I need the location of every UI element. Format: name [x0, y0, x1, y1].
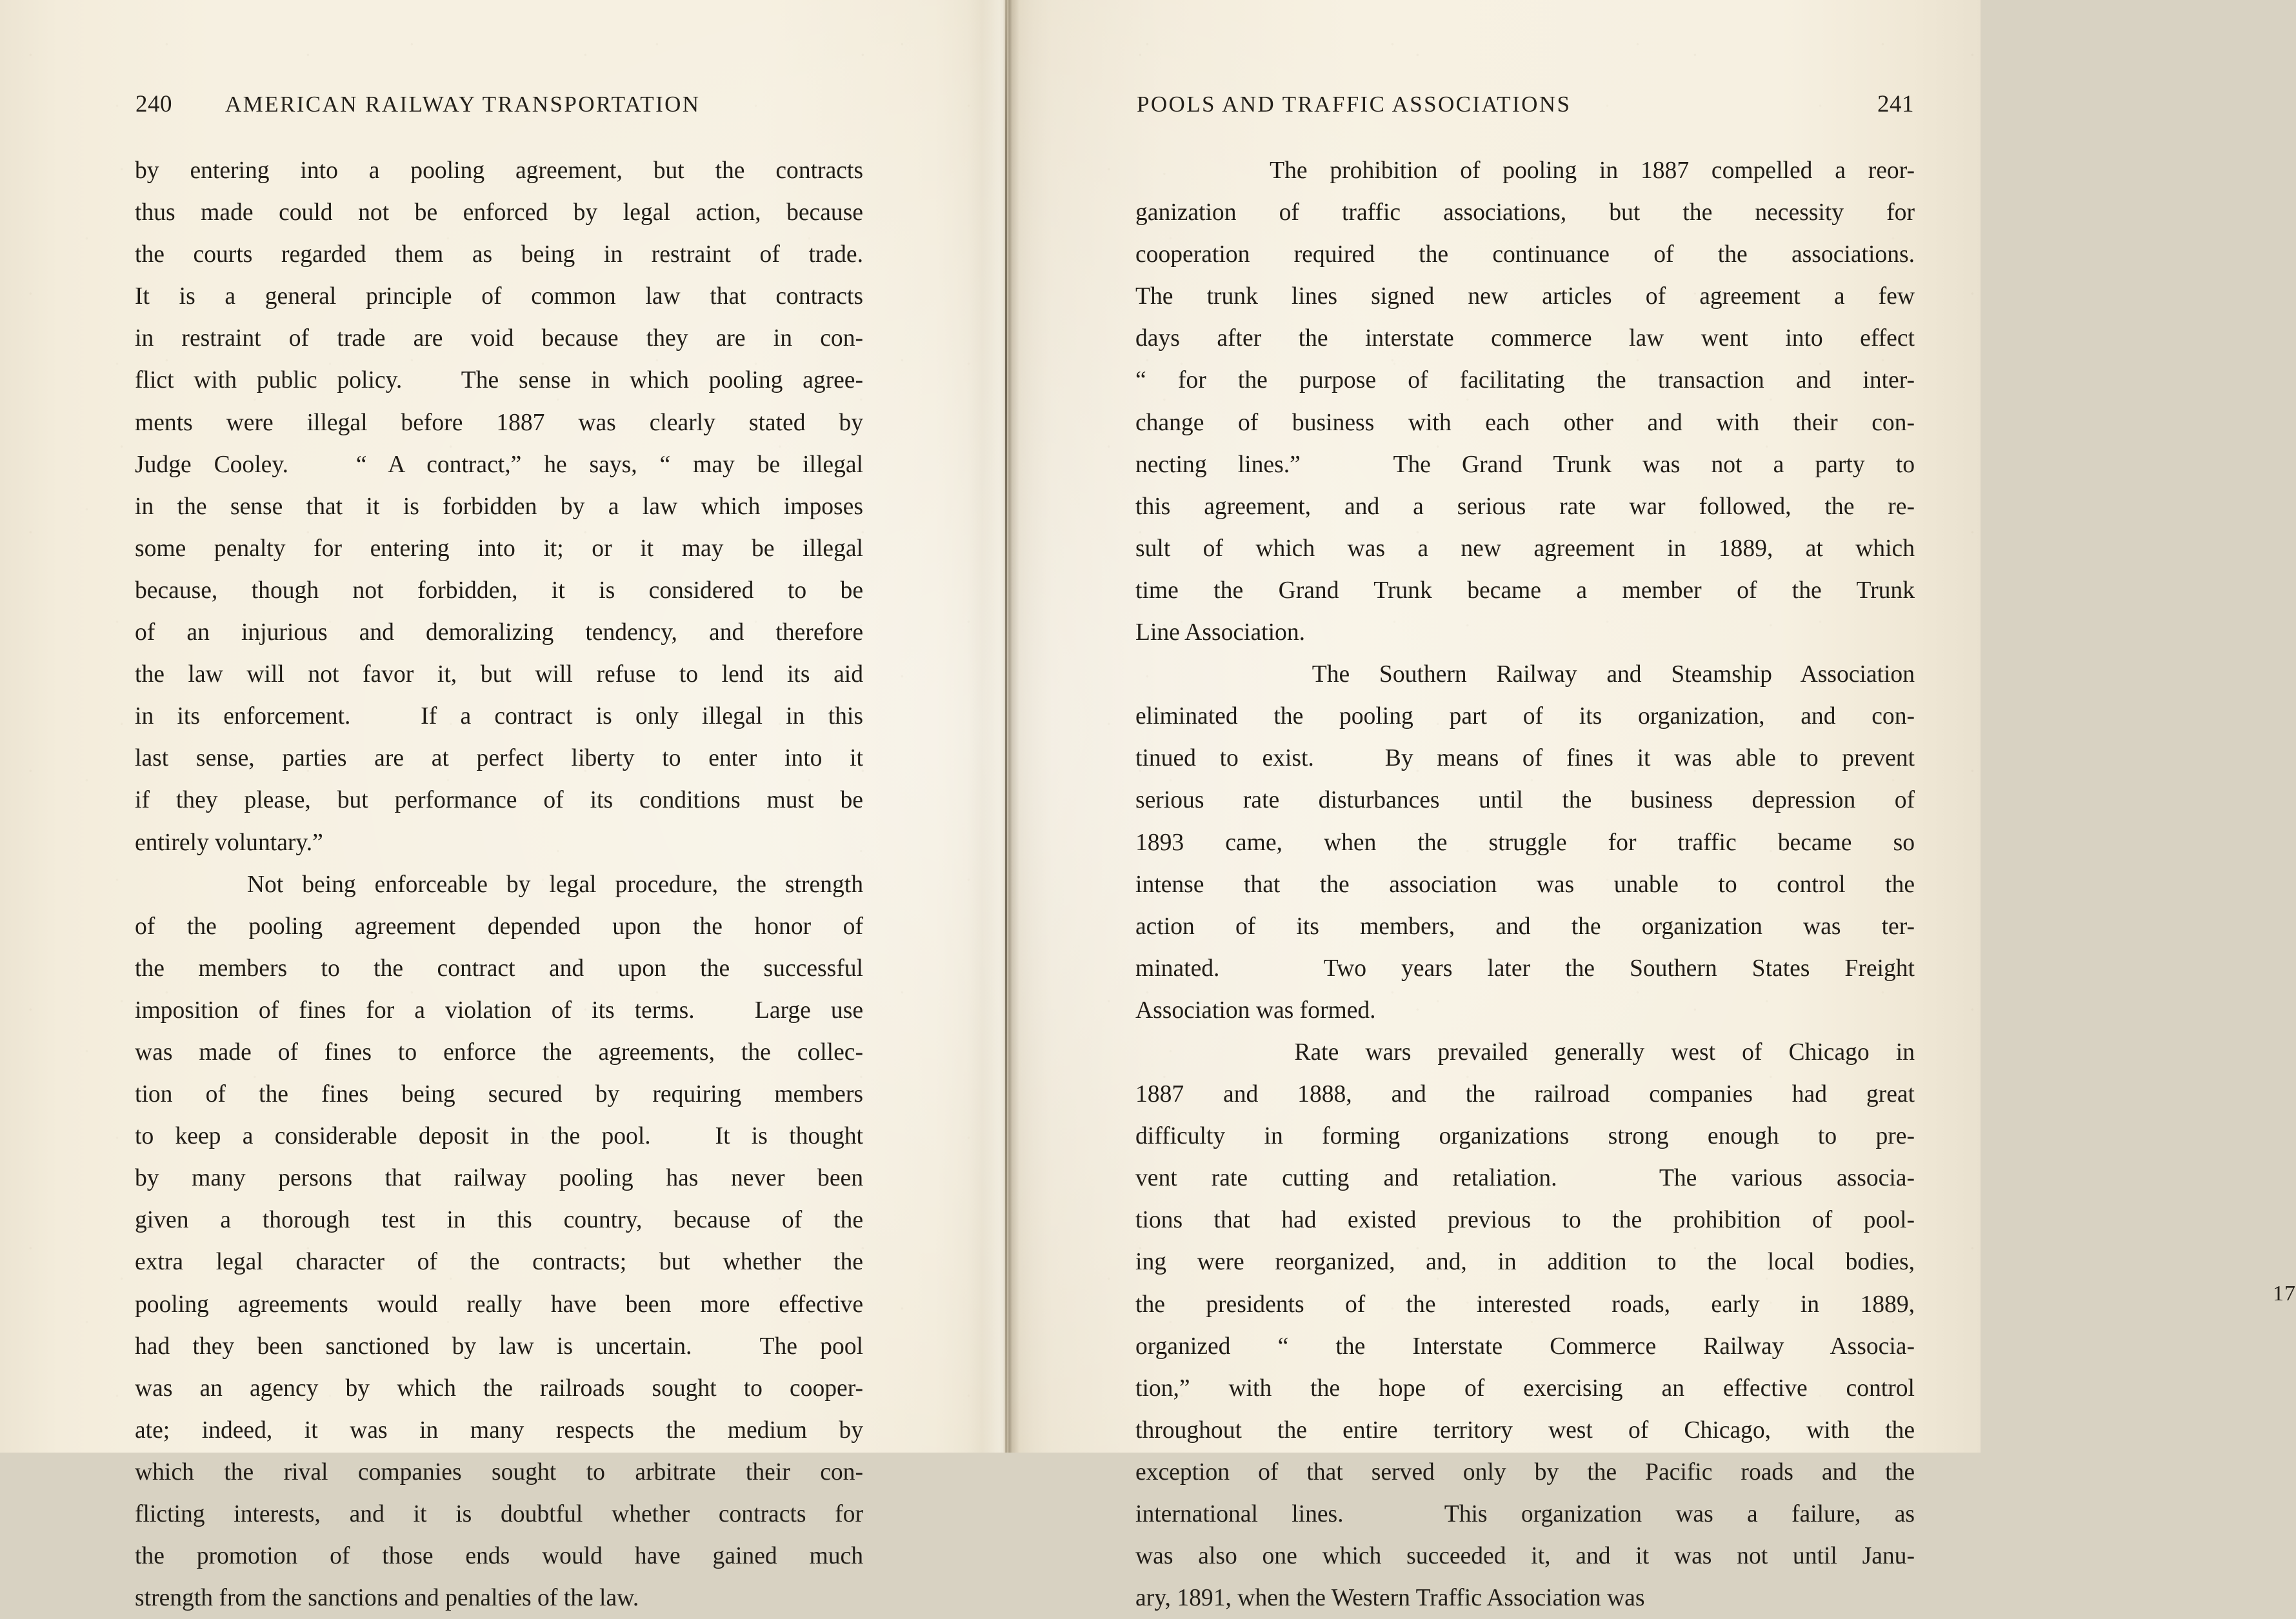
text-line: serious rate disturbances until the business depression of	[1135, 787, 1915, 814]
text-line: minated. Two years later the Southern States Freight	[1135, 955, 1915, 982]
text-line: the law will not favor it, but will refuse to lend its aid	[135, 661, 863, 688]
text-line: thus made could not be enforced by legal action, because	[135, 199, 863, 226]
text-line: change of business with each other and with their con-	[1135, 409, 1915, 436]
text-line: The prohibition of pooling in 1887 compelled a reor-	[1135, 157, 1915, 184]
running-head-right	[1137, 90, 1914, 124]
para-southern-railway	[1135, 653, 1915, 1031]
text-line: the promotion of those ends would have gained much	[135, 1543, 863, 1570]
text-line: tions that had existed previous to the prohibition of pool-	[1135, 1207, 1915, 1234]
text-line: throughout the entire territory west of Chicago, with the	[1135, 1416, 1915, 1444]
text-line: Association was formed.	[1135, 997, 1376, 1024]
text-line: intense that the association was unable to control the	[1135, 871, 1915, 898]
text-column-right	[1135, 150, 1915, 1619]
text-line: 1893 came, when the struggle for traffic became so	[1135, 829, 1915, 856]
text-line: Not being enforceable by legal procedure, the strength	[135, 871, 863, 898]
left-page	[0, 0, 1006, 1612]
text-line: exception of that served only by the Pacific roads and the	[1135, 1458, 1915, 1485]
para-continued	[135, 150, 863, 864]
para-not-being-enforceable	[135, 864, 863, 1619]
text-line: time the Grand Trunk became a member of the Trunk	[1135, 577, 1915, 604]
text-line: by many persons that railway pooling has never been	[135, 1165, 863, 1192]
text-line: difficulty in forming organizations strong enough to pre-	[1135, 1123, 1915, 1150]
page-number-right: 241	[1877, 91, 1914, 117]
text-line: extra legal character of the contracts; but whether the	[135, 1249, 863, 1276]
text-line: ate; indeed, it was in many respects the medium by	[135, 1416, 863, 1444]
para-prohibition-of-pooling	[1135, 150, 1915, 653]
running-title-right: POOLS AND TRAFFIC ASSOCIATIONS	[1137, 92, 1572, 117]
text-column-left	[135, 150, 863, 1619]
text-line: Rate wars prevailed generally west of Chicago in	[1135, 1038, 1915, 1066]
text-line: the courts regarded them as being in restraint of trade.	[135, 241, 863, 268]
gutter-page-fold	[982, 0, 1006, 1453]
text-line: flict with public policy. The sense in which pooling agree-	[135, 367, 863, 394]
text-line: cooperation required the continuance of the associations.	[1135, 241, 1915, 268]
text-line: given a thorough test in this country, because of the	[135, 1207, 863, 1234]
page-number-left: 240	[135, 91, 172, 117]
text-line: Judge Cooley. “ A contract,” he says, “ may be illegal	[135, 451, 863, 478]
text-line: international lines. This organization was a failure, as	[1135, 1501, 1915, 1527]
text-line: in its enforcement. If a contract is only illegal in this	[135, 703, 863, 730]
text-line: Line Association.	[1135, 619, 1306, 646]
text-line: this agreement, and a serious rate war followed, the re-	[1135, 493, 1915, 520]
text-line: organized “ the Interstate Commerce Railway Associa-	[1135, 1333, 1915, 1360]
para-rate-wars	[1135, 1031, 1915, 1619]
text-line: ganization of traffic associations, but the necessity for	[1135, 199, 1915, 226]
text-line: tion,” with the hope of exercising an effective control	[1135, 1375, 1915, 1402]
text-line: which the rival companies sought to arbitrate their con-	[135, 1458, 863, 1485]
text-line: pooling agreements would really have been more effective	[135, 1291, 863, 1318]
text-line: ments were illegal before 1887 was clearly stated by	[135, 409, 863, 436]
text-line: sult of which was a new agreement in 1889, at which	[1135, 535, 1915, 562]
text-line: in restraint of trade are void because they are in con-	[135, 325, 863, 352]
text-line: necting lines.” The Grand Trunk was not a party to	[1135, 451, 1915, 478]
text-line: imposition of fines for a violation of its terms. Large use	[135, 997, 863, 1024]
text-line: was also one which succeeded it, and it was not until Janu-	[1135, 1543, 1915, 1570]
right-page	[1006, 0, 2296, 1612]
text-line: in the sense that it is forbidden by a law which imposes	[135, 493, 863, 520]
text-line: because, though not forbidden, it is considered to be	[135, 577, 863, 604]
text-line: had they been sanctioned by law is uncertain. The pool	[135, 1333, 863, 1360]
text-line: It is a general principle of common law that contracts	[135, 283, 863, 310]
text-line: vent rate cutting and retaliation. The various associa-	[1135, 1165, 1915, 1192]
text-line: action of its members, and the organization was ter-	[1135, 913, 1915, 940]
text-line: The trunk lines signed new articles of agreement a few	[1135, 283, 1915, 310]
text-line: eliminated the pooling part of its organization, and con-	[1135, 703, 1915, 730]
text-line: strength from the sanctions and penalties of the law.	[135, 1585, 639, 1612]
text-line: the members to the contract and upon the successful	[135, 955, 863, 982]
text-line: days after the interstate commerce law went into effect	[1135, 325, 1915, 352]
text-line: The Southern Railway and Steamship Association	[1135, 661, 1915, 688]
text-line: was an agency by which the railroads sought to cooper-	[135, 1375, 863, 1402]
text-line: tinued to exist. By means of fines it was able to prevent	[1135, 745, 1915, 772]
text-line: “ for the purpose of facilitating the transaction and inter-	[1135, 367, 1915, 394]
text-line: tion of the fines being secured by requiring members	[135, 1081, 863, 1108]
running-head-left	[135, 90, 863, 124]
text-line: ing were reorganized, and, in addition to the local bodies,	[1135, 1249, 1915, 1276]
text-line: ary, 1891, when the Western Traffic Association was	[1135, 1585, 1645, 1612]
text-line: to keep a considerable deposit in the pool. It is thought	[135, 1123, 863, 1150]
text-line: last sense, parties are at perfect liberty to enter into it	[135, 745, 863, 772]
text-line: was made of fines to enforce the agreements, the collec-	[135, 1038, 863, 1066]
text-line: some penalty for entering into it; or it may be illegal	[135, 535, 863, 562]
text-line: of an injurious and demoralizing tendency, and therefore	[135, 619, 863, 646]
text-line: of the pooling agreement depended upon the honor of	[135, 913, 863, 940]
text-line: 1887 and 1888, and the railroad companies had great	[1135, 1081, 1915, 1108]
text-line: flicting interests, and it is doubtful whether contracts for	[135, 1501, 863, 1527]
text-line: entirely voluntary.”	[135, 829, 323, 856]
text-line: the presidents of the interested roads, early in 1889,	[1135, 1291, 1915, 1318]
text-line: if they please, but performance of its conditions must be	[135, 787, 863, 814]
running-title-left: AMERICAN RAILWAY TRANSPORTATION	[225, 92, 701, 117]
text-line: by entering into a pooling agreement, but the contracts	[135, 157, 863, 184]
signature-mark: 17	[2273, 1282, 2296, 1306]
